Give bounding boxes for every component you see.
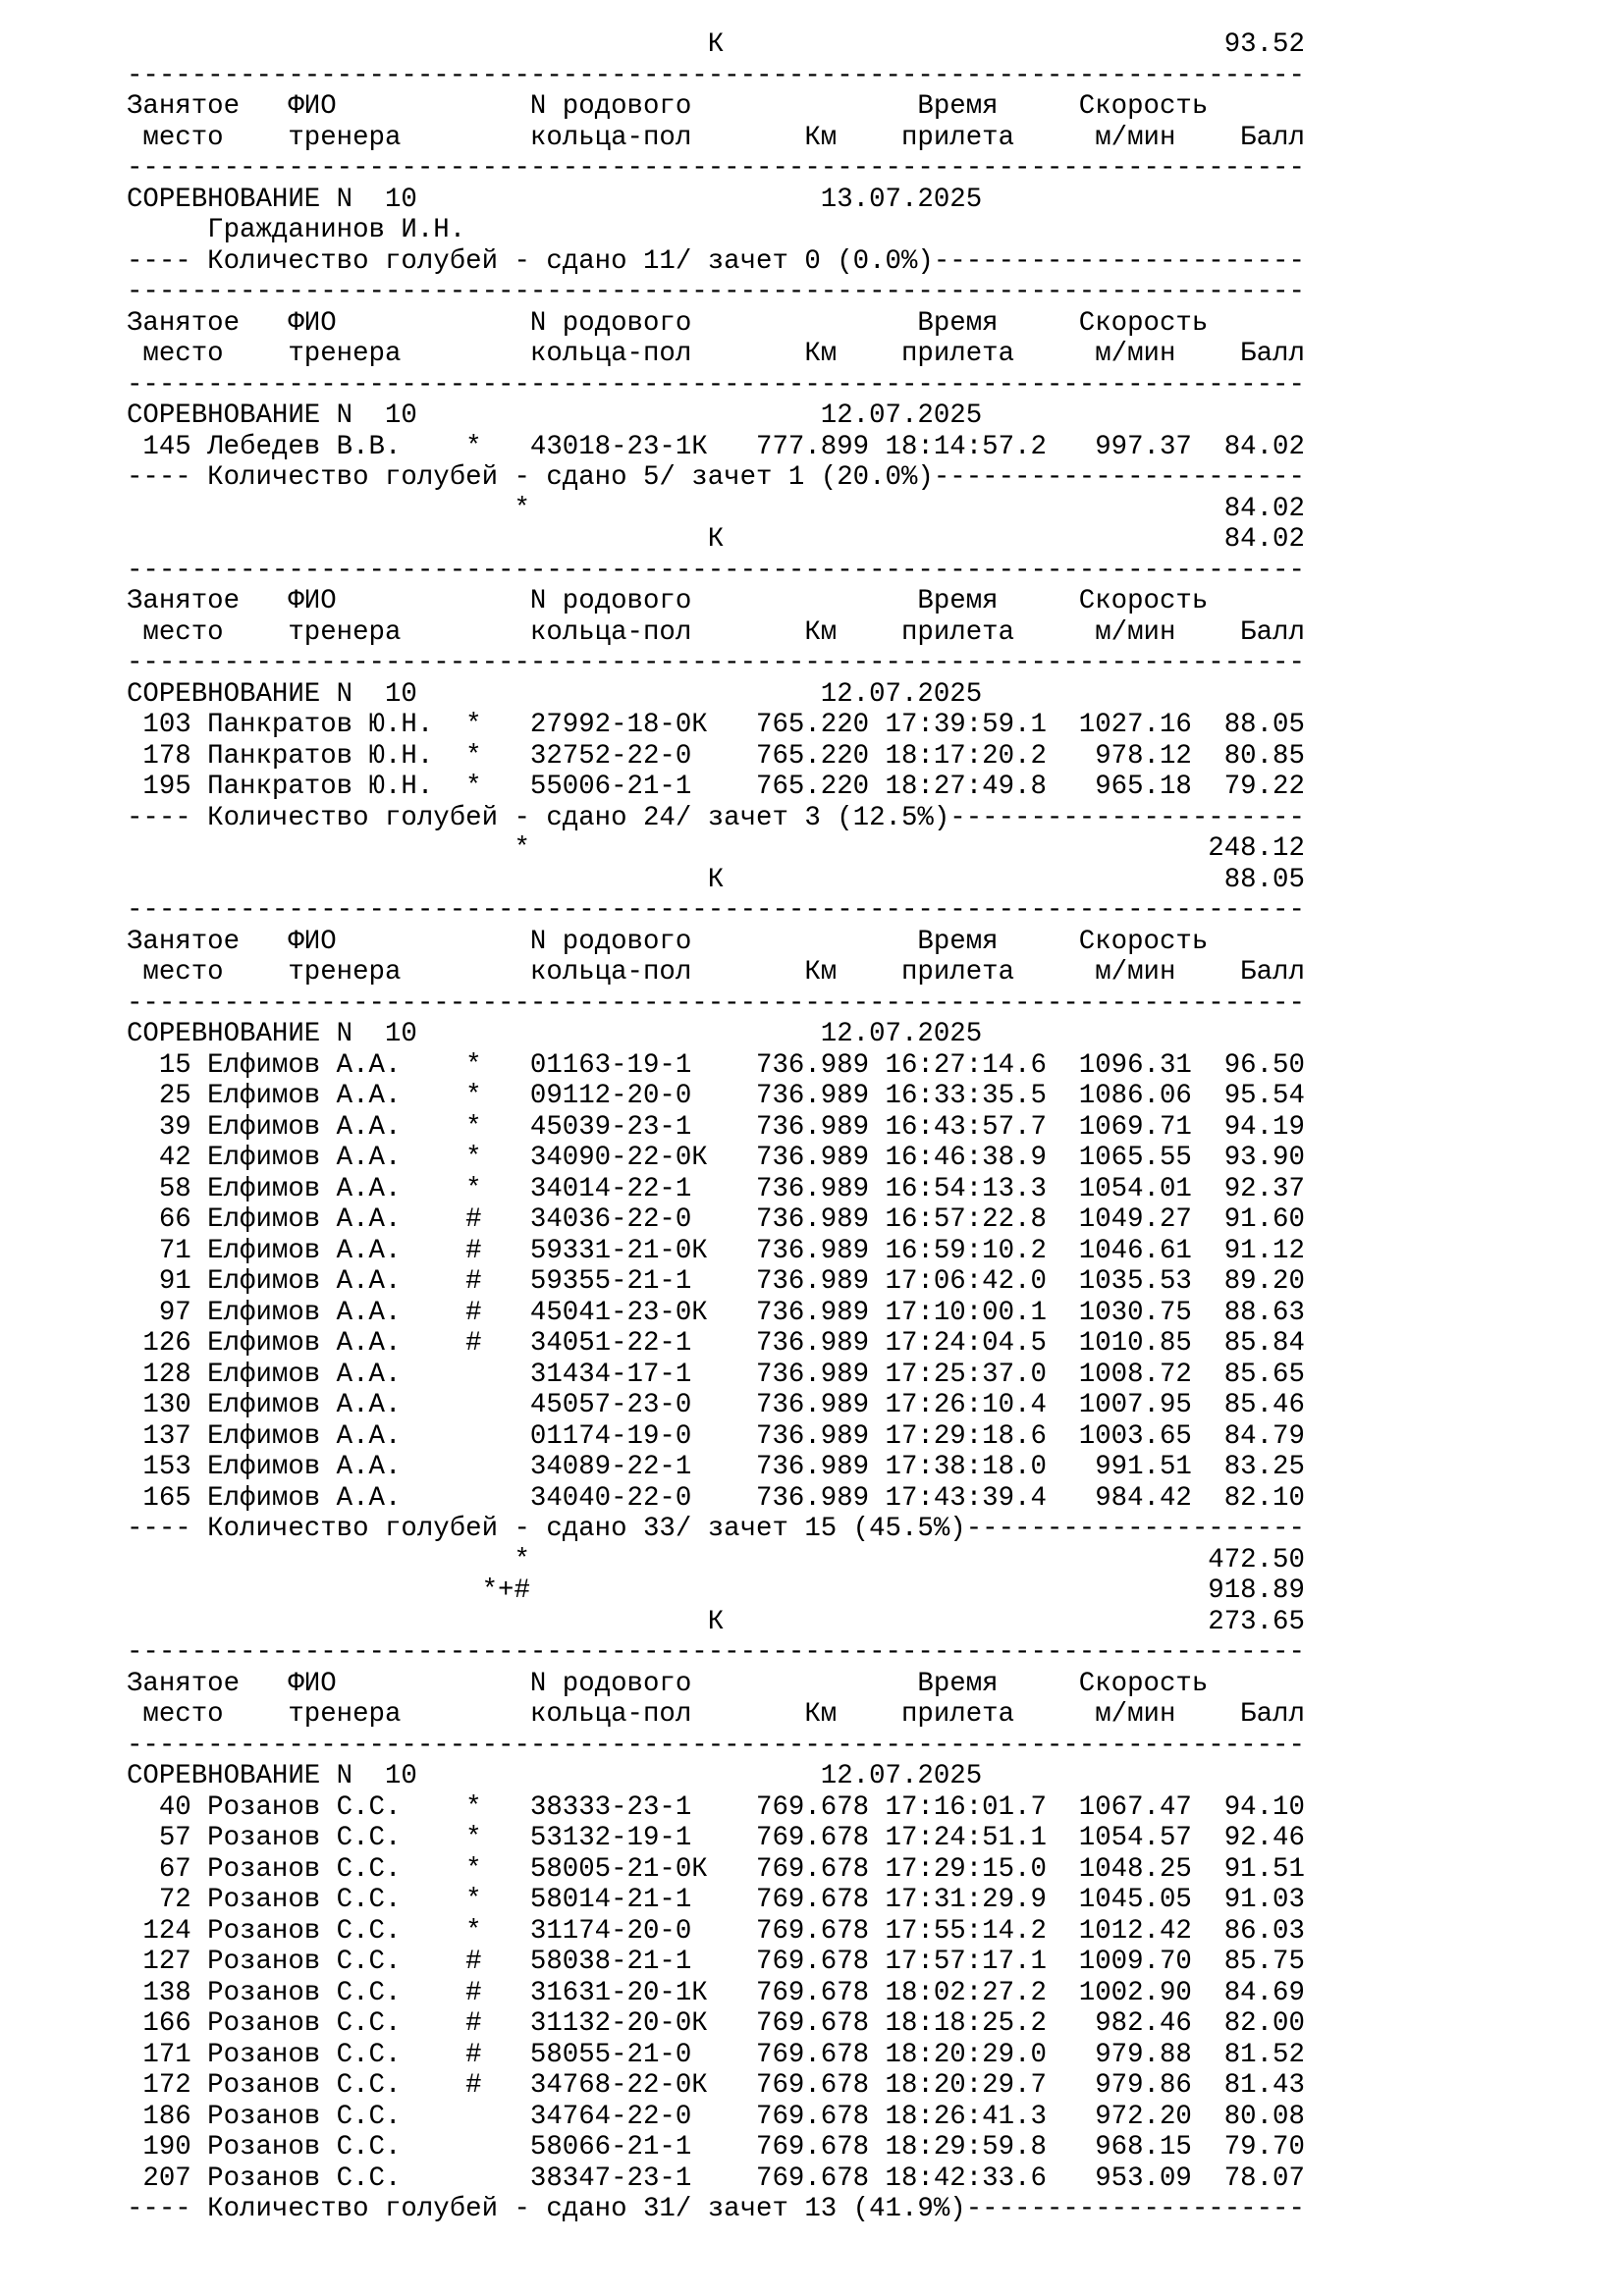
pigeon-row: 25 Елфимов А.А. * 09112-20-0 736.989 16:33:35.5 1086.06 95.54	[127, 1081, 1305, 1111]
pigeon-row: 42 Елфимов А.А. * 34090-22-0К 736.989 16:46:38.9 1065.55 93.90	[127, 1143, 1305, 1173]
competition-header-line: СОРЕВНОВАНИЕ N 10 12.07.2025	[127, 1019, 1305, 1049]
separator-line: -------------------------------------------------------------------------	[127, 648, 1305, 678]
pigeon-row: 15 Елфимов А.А. * 01163-19-1 736.989 16:27:14.6 1096.31 96.50	[127, 1049, 1305, 1081]
marker-total-line: * 248.12	[127, 833, 1305, 864]
pigeon-row: 103 Панкратов Ю.Н. * 27992-18-0К 765.220 17:39:59.1 1027.16 88.05	[127, 710, 1305, 740]
table-header-line-1: Занятое ФИО N родового Время Скорость	[127, 1668, 1305, 1699]
pigeon-row: 145 Лебедев В.В. * 43018-23-1К 777.899 18:14:57.2 997.37 84.02	[127, 431, 1305, 462]
pigeon-row: 195 Панкратов Ю.Н. * 55006-21-1 765.220 18:27:49.8 965.18 79.22	[127, 772, 1305, 802]
trainer-name-line: Гражданинов И.Н.	[127, 215, 1305, 245]
separator-line: -------------------------------------------------------------------------	[127, 369, 1305, 400]
pigeon-row: 39 Елфимов А.А. * 45039-23-1 736.989 16:43:57.7 1069.71 94.19	[127, 1111, 1305, 1143]
marker-total-line: * 84.02	[127, 493, 1305, 524]
separator-line: -------------------------------------------------------------------------	[127, 153, 1305, 184]
pigeon-row: 66 Елфимов А.А. # 34036-22-0 736.989 16:57:22.8 1049.27 91.60	[127, 1204, 1305, 1235]
pigeon-row: 57 Розанов С.С. * 53132-19-1 769.678 17:24:51.1 1054.57 92.46	[127, 1823, 1305, 1853]
marker-total-line: *+# 918.89	[127, 1575, 1305, 1606]
pigeon-row: 127 Розанов С.С. # 58038-21-1 769.678 17:57:17.1 1009.70 85.75	[127, 1947, 1305, 1977]
pigeon-row: 138 Розанов С.С. # 31631-20-1К 769.678 18:02:27.2 1002.90 84.69	[127, 1977, 1305, 2008]
pigeon-row: 128 Елфимов А.А. 31434-17-1 736.989 17:25:37.0 1008.72 85.65	[127, 1359, 1305, 1390]
pigeon-row: 126 Елфимов А.А. # 34051-22-1 736.989 17:24:04.5 1010.85 85.84	[127, 1328, 1305, 1359]
pigeon-row: 71 Елфимов А.А. # 59331-21-0К 736.989 16:59:10.2 1046.61 91.12	[127, 1235, 1305, 1266]
k-total-line: К 84.02	[127, 524, 1305, 555]
table-header-line-2: место тренера кольца-пол Км прилета м/мин Балл	[127, 616, 1305, 648]
competition-header-line: СОРЕВНОВАНИЕ N 10 12.07.2025	[127, 678, 1305, 710]
k-total-line: К 273.65	[127, 1606, 1305, 1637]
race-results-report	[127, 29, 1305, 2225]
table-header-line-1: Занятое ФИО N родового Время Скорость	[127, 586, 1305, 616]
pigeon-row: 178 Панкратов Ю.Н. * 32752-22-0 765.220 18:17:20.2 978.12 80.85	[127, 740, 1305, 772]
separator-line: -------------------------------------------------------------------------	[127, 555, 1305, 586]
pigeon-row: 58 Елфимов А.А. * 34014-22-1 736.989 16:54:13.3 1054.01 92.37	[127, 1173, 1305, 1204]
k-total-line: К 93.52	[127, 29, 1305, 60]
pigeon-row: 186 Розанов С.С. 34764-22-0 769.678 18:26:41.3 972.20 80.08	[127, 2101, 1305, 2132]
pigeon-row: 207 Розанов С.С. 38347-23-1 769.678 18:42:33.6 953.09 78.07	[127, 2163, 1305, 2194]
pigeon-row: 172 Розанов С.С. # 34768-22-0К 769.678 18:20:29.7 979.86 81.43	[127, 2070, 1305, 2101]
separator-line: -------------------------------------------------------------------------	[127, 895, 1305, 926]
separator-line: -------------------------------------------------------------------------	[127, 1637, 1305, 1668]
count-summary-line: ---- Количество голубей - сдано 33/ зачет 15 (45.5%)---------------------	[127, 1514, 1305, 1544]
table-header-line-1: Занятое ФИО N родового Время Скорость	[127, 926, 1305, 957]
count-summary-line: ---- Количество голубей - сдано 31/ зачет 13 (41.9%)---------------------	[127, 2194, 1305, 2224]
pigeon-row: 67 Розанов С.С. * 58005-21-0К 769.678 17:29:15.0 1048.25 91.51	[127, 1853, 1305, 1885]
pigeon-row: 137 Елфимов А.А. 01174-19-0 736.989 17:29:18.6 1003.65 84.79	[127, 1420, 1305, 1452]
table-header-line-1: Занятое ФИО N родового Время Скорость	[127, 91, 1305, 122]
pigeon-row: 166 Розанов С.С. # 31132-20-0К 769.678 18:18:25.2 982.46 82.00	[127, 2008, 1305, 2039]
pigeon-row: 153 Елфимов А.А. 34089-22-1 736.989 17:38:18.0 991.51 83.25	[127, 1452, 1305, 1482]
k-total-line: К 88.05	[127, 864, 1305, 895]
pigeon-row: 72 Розанов С.С. * 58014-21-1 769.678 17:31:29.9 1045.05 91.03	[127, 1885, 1305, 1915]
pigeon-row: 190 Розанов С.С. 58066-21-1 769.678 18:29:59.8 968.15 79.70	[127, 2132, 1305, 2163]
table-header-line-2: место тренера кольца-пол Км прилета м/мин Балл	[127, 122, 1305, 153]
count-summary-line: ---- Количество голубей - сдано 24/ зачет 3 (12.5%)----------------------	[127, 802, 1305, 833]
pigeon-row: 130 Елфимов А.А. 45057-23-0 736.989 17:26:10.4 1007.95 85.46	[127, 1390, 1305, 1420]
pigeon-row: 124 Розанов С.С. * 31174-20-0 769.678 17:55:14.2 1012.42 86.03	[127, 1915, 1305, 1947]
separator-line: -------------------------------------------------------------------------	[127, 1730, 1305, 1761]
pigeon-row: 91 Елфимов А.А. # 59355-21-1 736.989 17:06:42.0 1035.53 89.20	[127, 1266, 1305, 1297]
marker-total-line: * 472.50	[127, 1544, 1305, 1575]
count-summary-line: ---- Количество голубей - сдано 5/ зачет 1 (20.0%)-----------------------	[127, 462, 1305, 493]
count-summary-line: ---- Количество голубей - сдано 11/ зачет 0 (0.0%)-----------------------	[127, 245, 1305, 277]
pigeon-row: 171 Розанов С.С. # 58055-21-0 769.678 18:20:29.0 979.88 81.52	[127, 2039, 1305, 2070]
competition-header-line: СОРЕВНОВАНИЕ N 10 12.07.2025	[127, 400, 1305, 431]
separator-line: -------------------------------------------------------------------------	[127, 60, 1305, 91]
separator-line: -------------------------------------------------------------------------	[127, 277, 1305, 307]
pigeon-row: 40 Розанов С.С. * 38333-23-1 769.678 17:16:01.7 1067.47 94.10	[127, 1791, 1305, 1823]
table-header-line-2: место тренера кольца-пол Км прилета м/мин Балл	[127, 339, 1305, 369]
table-header-line-2: место тренера кольца-пол Км прилета м/мин Балл	[127, 1699, 1305, 1730]
separator-line: -------------------------------------------------------------------------	[127, 988, 1305, 1019]
table-header-line-1: Занятое ФИО N родового Время Скорость	[127, 307, 1305, 339]
competition-header-line: СОРЕВНОВАНИЕ N 10 13.07.2025	[127, 184, 1305, 215]
competition-header-line: СОРЕВНОВАНИЕ N 10 12.07.2025	[127, 1761, 1305, 1791]
pigeon-row: 165 Елфимов А.А. 34040-22-0 736.989 17:43:39.4 984.42 82.10	[127, 1482, 1305, 1514]
table-header-line-2: место тренера кольца-пол Км прилета м/мин Балл	[127, 957, 1305, 988]
pigeon-row: 97 Елфимов А.А. # 45041-23-0К 736.989 17:10:00.1 1030.75 88.63	[127, 1297, 1305, 1328]
